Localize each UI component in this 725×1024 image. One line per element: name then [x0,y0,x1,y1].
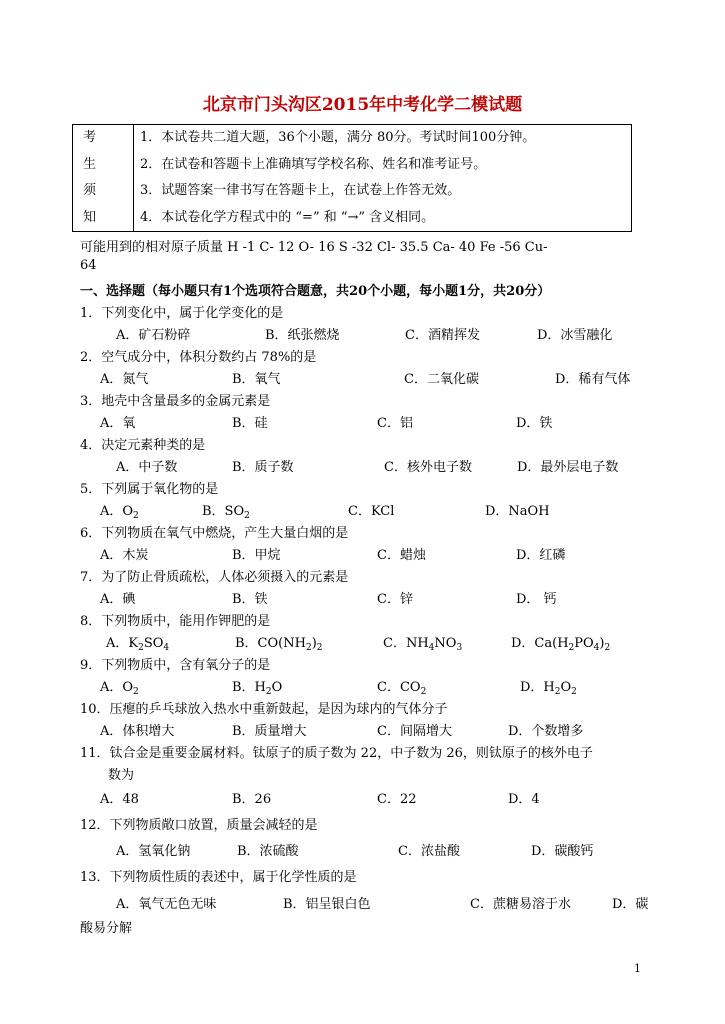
subscript: 2 [265,687,272,697]
option-c [377,676,426,697]
option-b-text: B．CO(NH [235,636,306,651]
question-stem: 1．下列变化中，属于化学变化的是 [80,306,284,321]
option-c: C．酒精挥发 [405,328,480,343]
option-c: C．蜡烛 [377,548,426,563]
question-stem: 2．空气成分中，体积分数约占 78%的是 [80,350,317,365]
option-a [106,632,169,653]
notice-head-char: 考 [83,130,97,145]
formula-part: O [271,680,283,695]
formula-part: PO [574,636,594,651]
option-a: A．氧 [100,416,136,431]
option-b: B．硅 [232,416,268,431]
option-a: A．矿石粉碎 [116,328,191,343]
notice-rules-cell [134,125,632,232]
option-d: D．碳 [612,897,649,912]
page-title: 北京市门头沟区2015年中考化学二模试题 [202,95,523,115]
subscript: 4 [593,643,600,653]
subscript: 4 [163,643,170,653]
notice-table [72,124,632,232]
option-a-text: A．K [106,636,139,651]
question-stem: 12．下列物质敞口放置，质量会减轻的是 [80,818,318,833]
option-d: D． 钙 [516,592,557,607]
subscript: 2 [305,643,312,653]
atomic-mass-line-continued: 64 [80,258,97,273]
notice-head-char: 知 [83,209,97,225]
option-c: C．核外电子数 [384,460,472,475]
option-b [202,500,250,521]
notice-rule: 4．本试卷化学方程式中的 “=” 和 “→” 含义相同。 [140,209,435,225]
formula-part: ) [311,636,317,651]
option-a: A．体积增大 [100,724,175,739]
subscript: 2 [420,687,427,697]
option-a-text: A．O [100,680,134,695]
option-b [235,632,323,653]
option-c-text: C．CO [377,680,421,695]
subscript: 2 [604,643,611,653]
option-b: B．质量增大 [232,724,307,739]
subscript: 4 [428,643,435,653]
question-stem: 13．下列物质性质的表述中，属于化学性质的是 [80,870,357,885]
option-d: D．稀有气体 [555,372,631,387]
option-b-text: B．H [232,680,266,695]
subscript: 2 [568,643,575,653]
option-b: B．甲烷 [232,548,281,563]
notice-rule: 2．在试卷和答题卡上准确填写学校名称、姓名和准考证号。 [140,156,487,172]
option-b-text: B．SO [202,504,245,519]
notice-heading-cell [73,125,134,232]
formula-part: SO [143,636,164,651]
option-a: A．木炭 [100,548,149,563]
option-d [520,676,577,697]
option-a: A．碘 [100,592,136,607]
option-b [232,676,282,697]
option-c: C．二氧化碳 [404,372,479,387]
question-stem: 7．为了防止骨质疏松，人体必须摄入的元素是 [80,570,349,585]
option-c: C．浓盐酸 [398,844,460,859]
option-a: A．氢氧化钠 [116,844,191,859]
option-a-text: A．O [100,504,134,519]
option-a: A．中子数 [116,460,178,475]
option-b: B．质子数 [232,460,294,475]
question-stem: 4．决定元素种类的是 [80,438,206,453]
option-d [511,632,610,653]
option-d: D．碳酸钙 [531,844,594,859]
notice-rule: 1．本试卷共二道大题，36个小题，满分 80分。考试时间100分钟。 [140,130,536,145]
option-c: C．间隔增大 [377,724,452,739]
question-stem: 11．钛合金是重要金属材料。钛原子的质子数为 22，中子数为 26，则钛原子的核外电子 [80,746,593,761]
subscript: 2 [133,687,139,697]
option-b: B．纸张燃烧 [265,328,340,343]
option-b: B．26 [232,792,272,807]
option-c [383,632,462,653]
option-c: C．铝 [377,416,413,431]
subscript: 2 [316,643,323,653]
option-b: B．氧气 [232,372,281,387]
option-c: C．KCl [348,504,395,519]
option-b: B．铝呈银白色 [283,897,371,912]
notice-head-char: 生 [83,156,97,172]
option-c: C．锌 [377,592,413,607]
formula-part: NO [434,636,457,651]
subscript: 2 [138,643,144,653]
notice-head-char: 须 [83,183,97,198]
option-a: A．48 [100,792,139,807]
subscript: 2 [554,687,561,697]
formula-part: ) [599,636,605,651]
subscript: 2 [133,511,139,521]
formula-part: O [560,680,572,695]
option-d: D．个数增多 [508,724,584,739]
option-d-text: D．Ca(H [511,636,569,651]
option-c-text: C．NH [383,636,429,651]
notice-rule: 3．试题答案一律书写在答题卡上，在试卷上作答无效。 [140,183,461,198]
question-stem: 10．压瘪的乒乓球放入热水中重新鼓起，是因为球内的气体分子 [80,702,448,717]
option-a [100,676,139,697]
subscript: 2 [571,687,577,697]
question-stem: 3．地壳中含量最多的金属元素是 [80,394,271,409]
option-d: D．NaOH [485,504,550,519]
question-stem: 6．下列物质在氧气中燃烧，产生大量白烟的是 [80,526,349,541]
option-a: A．氮气 [100,372,149,387]
option-d: D．铁 [516,416,553,431]
option-d: D．4 [508,792,540,807]
option-a [100,500,139,521]
atomic-mass-line: 可能用到的相对原子质量 H -1 C- 12 O- 16 S -32 Cl- 35.5 Ca- 40 Fe -56 Cu- [80,240,548,255]
option-d: D．最外层电子数 [517,460,619,475]
question-stem-continued: 数为 [108,768,135,783]
option-c: C．22 [377,792,417,807]
option-a: A．氧气无色无味 [116,897,217,912]
question-stem: 5．下列属于氧化物的是 [80,482,219,497]
question-stem-continued: 酸易分解 [80,921,133,936]
option-c: C．蔗糖易溶于水 [470,897,571,912]
page-number: 1 [634,962,641,975]
option-d: D．冰雪融化 [537,328,613,343]
subscript: 3 [456,643,463,653]
option-d: D．红磷 [516,548,566,563]
section-heading: 一、选择题（每小题只有1个选项符合题意，共20个小题，每小题1分，共20分） [80,284,551,299]
subscript: 2 [244,511,250,521]
option-d-text: D．H [520,680,555,695]
option-b: B．浓硫酸 [237,844,299,859]
question-stem: 8．下列物质中，能用作钾肥的是 [80,614,271,629]
option-b: B．铁 [232,592,268,607]
question-stem: 9．下列物质中，含有氧分子的是 [80,658,271,673]
